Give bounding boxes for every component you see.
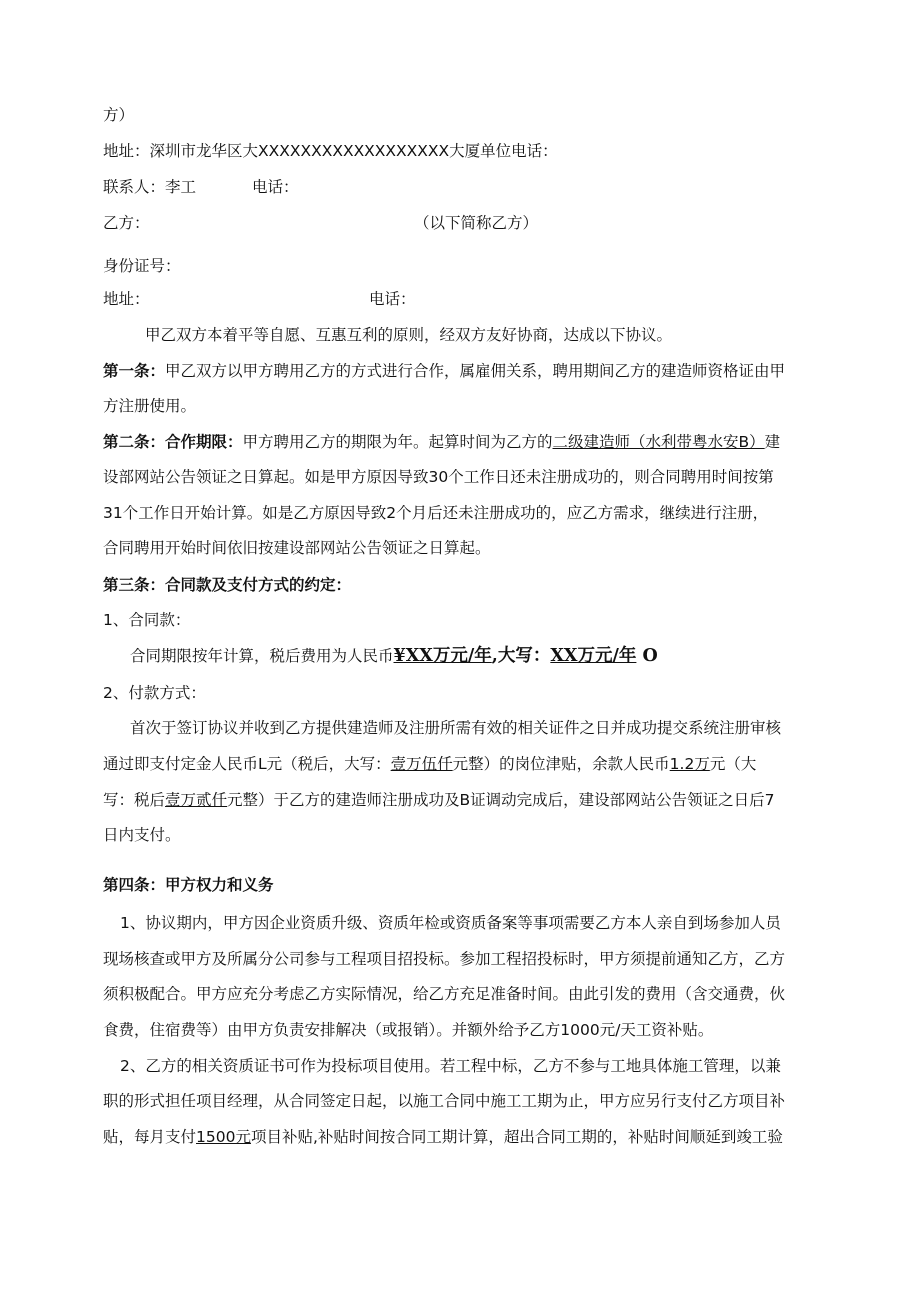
article-3-heading: 第三条：合同款及支付方式的约定： (103, 576, 352, 594)
fee-end: O (636, 646, 658, 666)
article-4-item-1-line-2: 现场核查或甲方及所属分公司参与工程项目招投标。参加工程招投标时，甲方须提前通知乙方，乙方 (103, 950, 786, 968)
id-number-label: 身份证号： (103, 257, 181, 275)
subsidy-text-b: 项目补贴,补贴时间按合同工期计算，超出合同工期的，补贴时间顺延到竣工验 (250, 1128, 783, 1146)
payment-balance-text: 元整）的岗位津贴，余款人民币 (452, 755, 670, 773)
article-2-line-3: 31个工作日开始计算。如是乙方原因导致2个月后还未注册成功的，应乙方需求，继续进行注册， (103, 504, 769, 522)
balance-capital: 壹万贰仟 (165, 791, 228, 809)
payment-line-1: 首次于签订协议并收到乙方提供建造师及注册所需有效的相关证件之日并成功提交系统注册审核 (130, 719, 782, 737)
fee-capital-amount: XX万元/年 (550, 646, 637, 666)
article-3-item-1: 1、合同款： (103, 611, 191, 629)
fee-amount: ¥XX万元/年 (393, 646, 492, 666)
article-4-item-2-line-1: 2、乙方的相关资质证书可作为投标项目使用。若工程中标，乙方不参与工地具体施工管理，以兼 (120, 1057, 781, 1075)
party-b-address-label: 地址： (103, 290, 150, 308)
contract-fee-line (130, 645, 658, 667)
party-b-alias: （以下简称乙方） (414, 214, 539, 232)
article-2-line-2: 设部网站公告领证之日算起。如是甲方原因导致30个工作日还未注册成功的，则合同聘用时间按第 (103, 468, 774, 486)
party-a-address: 地址：深圳市龙华区大XXXXXXXXXXXXXXXXXX大厦单位电话： (103, 142, 558, 160)
article-2-heading: 第二条：合作期限： (103, 433, 243, 451)
article-2-text-b: 建 (764, 433, 781, 451)
qualification-underlined: 二级建造师（水利带粤水安B） (552, 433, 765, 451)
article-1-text: 甲乙双方以甲方聘用乙方的方式进行合作，属雇佣关系，聘用期间乙方的建造师资格证由甲 (165, 362, 786, 380)
preamble: 甲乙双方本着平等自愿、互惠互利的原则，经双方友好协商，达成以下协议。 (145, 326, 673, 344)
deposit-capital: 壹万伍仟 (390, 755, 453, 773)
article-4-item-1-line-3: 须积极配合。甲方应充分考虑乙方实际情况，给乙方充足准备时间。由此引发的费用（含交通费，伙 (103, 985, 786, 1003)
party-b-phone-label: 电话： (369, 290, 416, 308)
article-4-item-2-line-3 (103, 1126, 783, 1148)
article-4-heading: 第四条：甲方权力和义务 (103, 876, 274, 894)
subsidy-text-a: 贴，每月支付 (103, 1128, 197, 1146)
fee-text: 合同期限按年计算，税后费用为人民币 (130, 647, 394, 665)
party-a-contact: 联系人：李工 (103, 178, 197, 196)
party-a-name-end: 方） (103, 106, 135, 124)
article-2-line-1 (103, 431, 780, 453)
article-3-item-2: 2、付款方式： (103, 684, 206, 702)
balance-amount: 1.2万 (669, 755, 710, 773)
payment-line-2 (103, 753, 756, 775)
payment-line-3 (103, 789, 775, 811)
payment-deposit-text: 通过即支付定金人民币L元（税后，大写： (103, 755, 391, 773)
article-1-line-1 (103, 360, 785, 382)
article-2-line-4: 合同聘用开始时间依旧按建设部网站公告领证之日算起。 (103, 539, 491, 557)
payment-balance-end: 元（大 (709, 755, 757, 773)
article-4-item-1-line-1: 1、协议期内，甲方因企业资质升级、资质年检或资质备案等事项需要乙方本人亲自到场参加人员 (120, 914, 781, 932)
article-1-heading: 第一条： (103, 362, 166, 380)
payment-capital-label: 写：税后 (103, 791, 166, 809)
fee-capital-label: ,大写： (491, 646, 551, 666)
payment-condition-text: 元整）于乙方的建造师注册成功及B证调动完成后，建设部网站公告领证之日后7 (227, 791, 775, 809)
article-4-item-2-line-2: 职的形式担任项目经理，从合同签定日起，以施工合同中施工工期为止，甲方应另行支付乙方项目补 (103, 1092, 786, 1110)
party-b-label: 乙方： (103, 214, 150, 232)
article-2-text-a: 甲方聘用乙方的期限为年。起算时间为乙方的 (242, 433, 553, 451)
party-a-phone-label: 电话： (252, 178, 299, 196)
monthly-subsidy-amount: 1500元 (196, 1128, 251, 1146)
payment-line-4: 日内支付。 (103, 826, 181, 844)
article-1-line-2: 方注册使用。 (103, 397, 197, 415)
article-4-item-1-line-4: 食费，住宿费等）由甲方负责安排解决（或报销）。并额外给予乙方1000元/天工资补贴。 (103, 1021, 714, 1039)
